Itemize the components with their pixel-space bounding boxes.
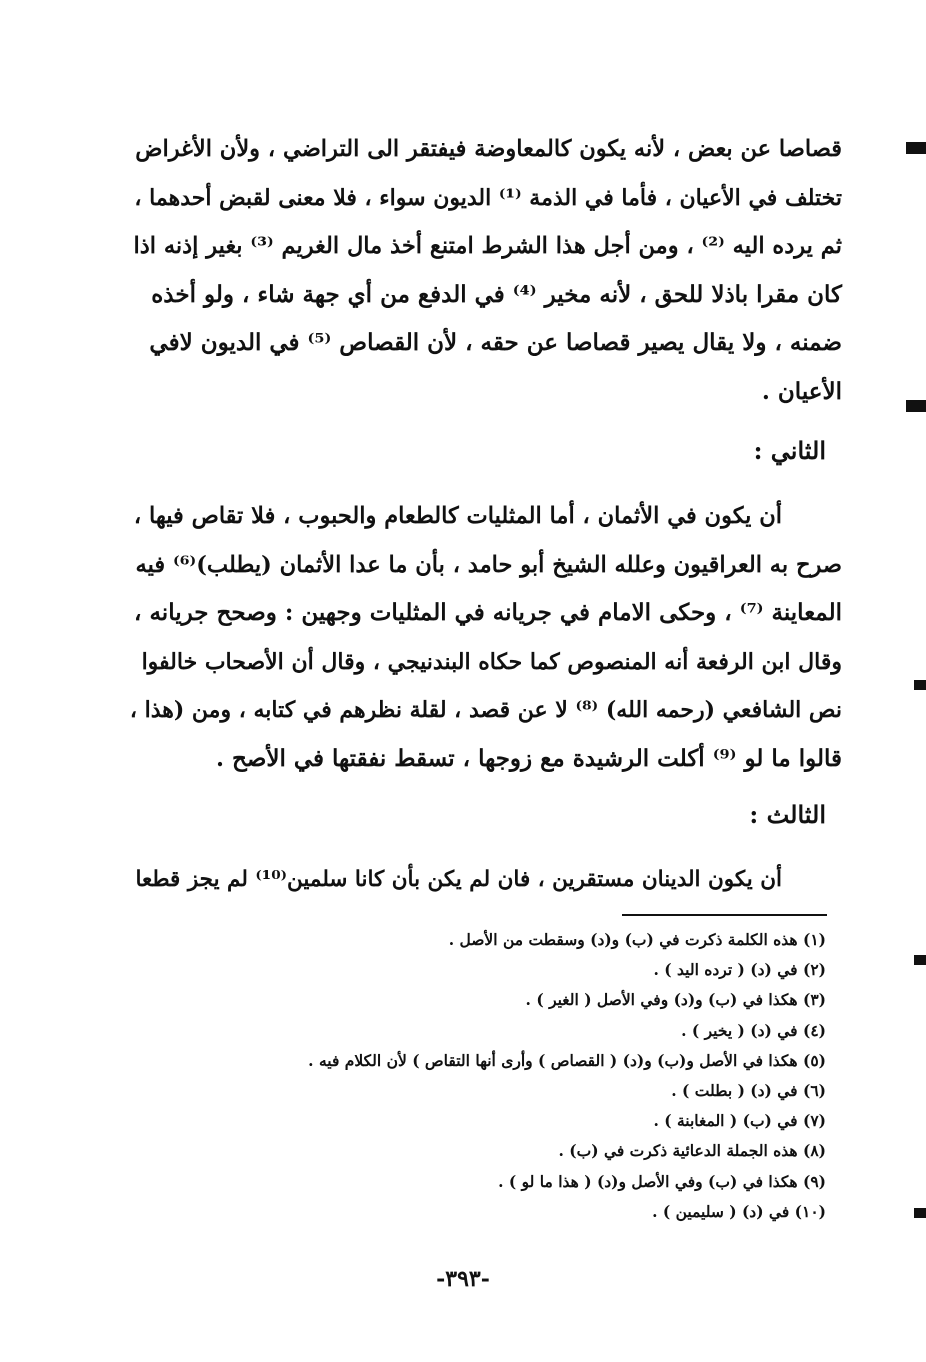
- footnote: (٣) هكذا في (ب) و(د) وفي الأصل ( الغير ) .: [525, 990, 826, 1010]
- paragraph-3: [130, 856, 842, 905]
- footnote: (٨) هذه الجملة الدعائية ذكرت في (ب) .: [558, 1141, 826, 1161]
- section-heading-second: الثاني :: [753, 436, 826, 465]
- footnote: (٧) في (ب) ( المغابنة ) .: [653, 1111, 826, 1131]
- footnote: (١) هذه الكلمة ذكرت في (ب) و(د) وسقطت من الأصل .: [448, 930, 826, 949]
- scan-edge-mark: [914, 955, 926, 965]
- text-line: نص الشافعي (رحمه الله) ⁽⁸⁾ لا عن قصد ، لقلة نظرهم في كتابه ، ومن (هذا ،: [129, 697, 842, 723]
- text-line: المعاينة ⁽⁷⁾ ، وحكى الامام في جريانه في المثليات وجهين : وصحح جريانه ،: [134, 599, 842, 626]
- text-line: الأعيان .: [761, 377, 842, 405]
- footnote: (٥) هكذا في الأصل و(ب) و(د) ( القصاص ) وأرى أنها التقاص ) لأن الكلام فيه .: [308, 1050, 826, 1070]
- text-line: ثم يرده اليه ⁽²⁾ ، ومن أجل هذا الشرط امتنع أخذ مال الغريم ⁽³⁾ بغير إذنه اذا: [133, 233, 842, 259]
- text-line: كان مقرا باذلا للحق ، لأنه مخير ⁽⁴⁾ في الدفع من أي جهة شاء ، ولو أخذه: [151, 280, 842, 308]
- footnote: (٩) هكذا في (ب) وفي الأصل و(د) ( هذا ما لو ) .: [498, 1171, 826, 1191]
- scan-edge-mark: [914, 1208, 926, 1218]
- text-line: أن يكون في الأثمان ، أما المثليات كالطعام والحبوب ، فلا تقاص فيها ،: [133, 503, 782, 529]
- footnote-divider: [622, 914, 827, 916]
- footnote: (١٠) في (د) ( سليمين ) .: [652, 1201, 826, 1221]
- section-heading-third: الثالث :: [749, 800, 826, 829]
- page-number: -٣٩٣-: [436, 1266, 490, 1292]
- footnote: (٤) في (د) ( يخير ) .: [681, 1020, 826, 1040]
- paragraph-1: [130, 125, 842, 416]
- scan-edge-mark: [906, 400, 926, 412]
- scan-edge-mark: [914, 680, 926, 690]
- text-line: ضمنه ، ولا يقال يصير قصاصا عن حقه ، لأن القصاص ⁽⁵⁾ في الديون لافي: [149, 329, 842, 356]
- scan-edge-mark: [906, 142, 926, 154]
- footnote: (٦) في (د) ( بطلت ) .: [671, 1081, 826, 1101]
- text-line: قالوا ما لو ⁽⁹⁾ أكلت الرشيدة مع زوجها ، تسقط نفقتها في الأصح .: [215, 744, 842, 772]
- footnotes: [126, 925, 826, 1227]
- text-line: قصاصا عن بعض ، لأنه يكون كالمعاوضة فيفتقر الى التراضي ، ولأن الأغراض: [135, 136, 842, 162]
- footnote: (٢) في (د) ( ترده اليد ) .: [653, 960, 826, 980]
- text-line: وقال ابن الرفعة أنه المنصوص كما حكاه البندنيجي ، وقال أن الأصحاب خالفوا: [141, 648, 842, 675]
- text-line: صرح به العراقيون وعلله الشيخ أبو حامد ، بأن ما عدا الأثمان (يطلب)⁽⁶⁾ فيه: [135, 551, 842, 578]
- text-line: أن يكون الدينان مستقرين ، فان لم يكن بأن كانا سلمين⁽¹⁰⁾ لم يجز قطعا: [135, 867, 782, 892]
- paragraph-2: [130, 492, 842, 783]
- text-line: تختلف في الأعيان ، فأما في الذمة ⁽¹⁾ الديون سواء ، فلا معنى لقبض أحدهما ،: [134, 184, 842, 211]
